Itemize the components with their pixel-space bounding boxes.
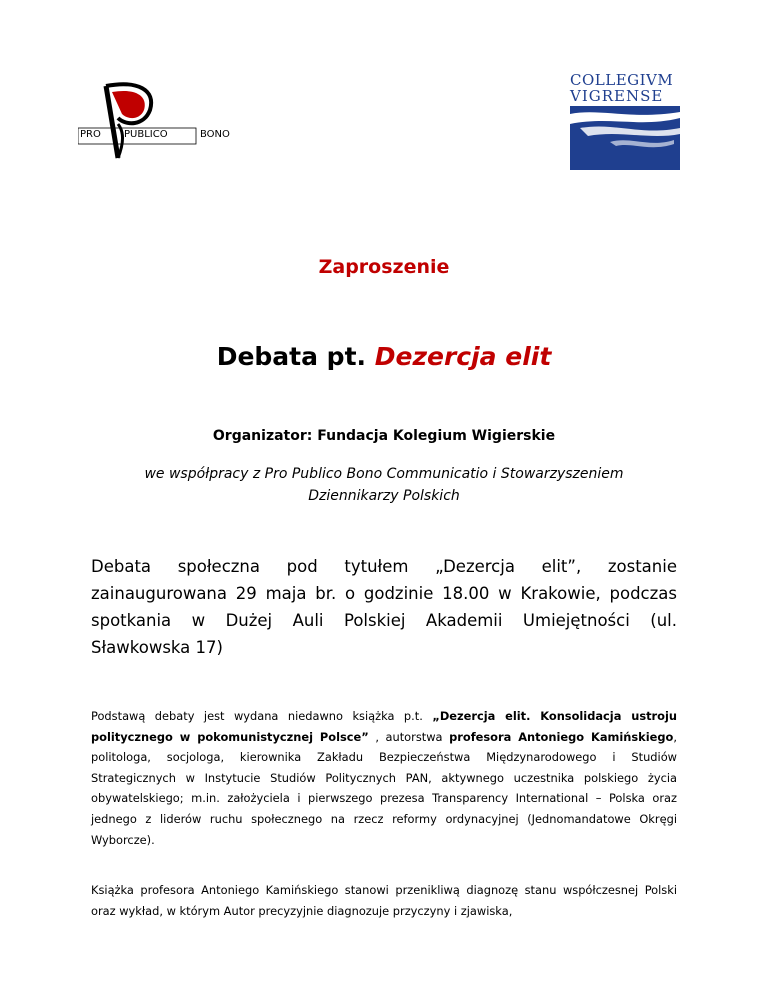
body-paragraph-1 <box>91 706 677 850</box>
pro-publico-bono-logo-graphic <box>78 78 238 168</box>
organizer-line: Organizator: Fundacja Kolegium Wigierskie <box>212 428 556 444</box>
body-paragraph-2: Książka profesora Antoniego Kamińskiego stanowi przenikliwą diagnozę stanu współczesnej Polski oraz wykład, w którym Autor precyzyjnie diagnozuje przyczyny i zjawiska, <box>91 883 677 918</box>
lead-line: zainaugurowana 29 maja br. o godzinie 18.00 w Krakowie, podczas <box>91 584 677 603</box>
debate-title <box>0 342 768 371</box>
author-name: profesora Antoniego Kamińskiego <box>449 729 674 744</box>
para1-text-3: , politologa, socjologa, kierownika Zakładu Bezpieczeństwa Międzynarodowego i Studiów Strategicznych w Instytucie Studiów Politycznych PAN, aktywnego uczestnika polskiego życia obywatelskiego; m.in. założyciela i pierwszego prezesa Transparency International – Polska oraz jednego z liderów ruchu społecznego na rzecz reformy ordynacyjnej (Jednomandatowe Okręgi Wyborcze). <box>91 729 677 847</box>
book-title: „Dezercja elit. Konsolidacja ustroju politycznego w pokomunistycznej Polsce” <box>91 709 677 744</box>
lead-line: Sławkowska 17) <box>91 638 223 657</box>
lead-line: spotkania w Dużej Auli Polskiej Akademii Umiejętności (ul. <box>91 611 677 630</box>
logo-bono-text: BONO <box>200 129 230 140</box>
logo-publico-text: PUBLICO <box>124 129 168 140</box>
logo-blue-wave-graphic <box>570 106 680 170</box>
pro-publico-bono-logo <box>78 78 238 168</box>
lead-paragraph <box>91 553 677 661</box>
logo-pro-text: PRO <box>80 129 101 140</box>
logo-collegium-text: COLLEGIVM <box>570 71 674 89</box>
lead-line: Debata społeczna pod tytułem „Dezercja elit”, zostanie <box>91 557 677 576</box>
logo-vigrense-text: VIGRENSE <box>570 87 664 105</box>
para1-text-1: Podstawą debaty jest wydana niedawno książka p.t. <box>91 709 433 723</box>
collegium-vigrense-logo <box>570 72 680 170</box>
debate-title-italic: Dezercja elit <box>374 342 552 371</box>
para1-text-2: , autorstwa <box>368 729 450 744</box>
debate-title-prefix: Debata pt. <box>216 342 375 371</box>
cooperation-line: we współpracy z Pro Publico Bono Communicatio i Stowarzyszeniem Dziennikarzy Polskich <box>144 466 624 504</box>
invitation-heading: Zaproszenie <box>318 256 450 278</box>
